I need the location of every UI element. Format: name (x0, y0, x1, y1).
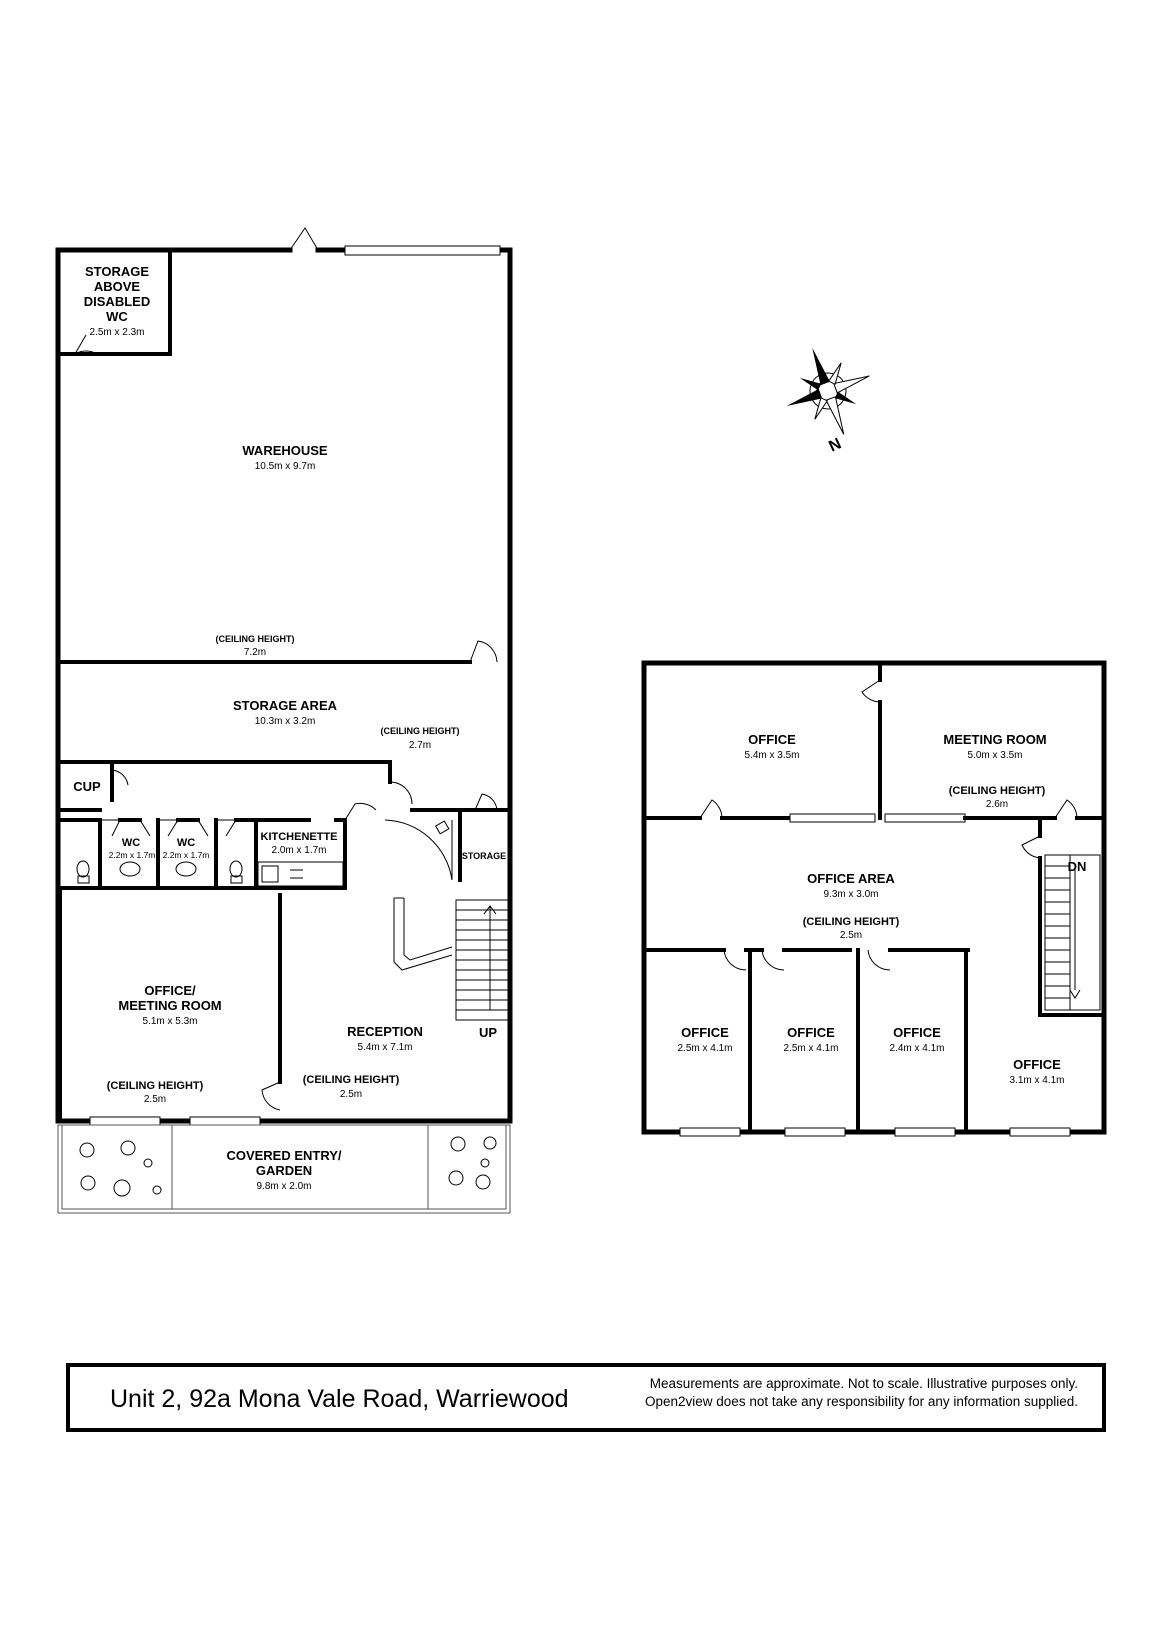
stair-treads (456, 910, 508, 1010)
warehouse-ceiling-label: (CEILING HEIGHT) (215, 634, 295, 644)
first-floor-plan (644, 663, 1104, 1136)
wc-right-dims: 2.2m x 1.7m (162, 850, 210, 860)
stair-treads-upper (1045, 866, 1070, 998)
footer-address: Unit 2, 92a Mona Vale Road, Warriewood (110, 1385, 569, 1413)
office-2-label: OFFICE (787, 1025, 835, 1040)
storage-small-label: STORAGE (461, 851, 507, 861)
meeting-room-ceiling-label: (CEILING HEIGHT) (948, 785, 1046, 797)
office-4-dims: 3.1m x 4.1m (1009, 1075, 1065, 1086)
garden-shrubs-right (449, 1137, 496, 1189)
reception-ceiling-label: (CEILING HEIGHT) (302, 1074, 400, 1086)
reception-label: RECEPTION (347, 1024, 423, 1039)
storage-wc-label-2: ABOVE (93, 279, 141, 294)
warehouse-ceiling-value: 7.2m (243, 647, 267, 658)
garden-shrubs-left (80, 1141, 161, 1196)
office-3-label: OFFICE (893, 1025, 941, 1040)
office-area-dims: 9.3m x 3.0m (823, 889, 879, 900)
office-meeting-label-1: OFFICE/ (144, 983, 196, 998)
office-4-label: OFFICE (1013, 1057, 1061, 1072)
warehouse-dims: 10.5m x 9.7m (254, 461, 316, 472)
kitchenette-label: KITCHENETTE (260, 831, 338, 843)
warehouse-label: WAREHOUSE (242, 443, 328, 458)
compass-rose-icon (771, 333, 885, 450)
storage-area-ceiling-label: (CEILING HEIGHT) (380, 726, 460, 736)
footer-note-1: Measurements are approximate. Not to scale. Illustrative purposes only. (649, 1376, 1078, 1391)
office-3-dims: 2.4m x 4.1m (889, 1043, 945, 1054)
office-top-dims: 5.4m x 3.5m (744, 750, 800, 761)
footer (68, 1365, 1104, 1430)
office-meeting-dims: 5.1m x 5.3m (142, 1016, 198, 1027)
storage-wc-dims: 2.5m x 2.3m (89, 327, 145, 338)
meeting-room-ceiling-value: 2.6m (985, 799, 1009, 810)
reception-dims: 5.4m x 7.1m (357, 1042, 413, 1053)
storage-wc-label-1: STORAGE (84, 264, 150, 279)
office-1-label: OFFICE (681, 1025, 729, 1040)
meeting-room-dims: 5.0m x 3.5m (967, 750, 1023, 761)
stairs-down-label: DN (1067, 859, 1087, 874)
storage-area-label: STORAGE AREA (232, 698, 338, 713)
wc-left-label: WC (121, 837, 141, 849)
office-meeting-ceiling-label: (CEILING HEIGHT) (106, 1080, 204, 1092)
storage-area-dims: 10.3m x 3.2m (254, 716, 316, 727)
office-area-ceiling-value: 2.5m (839, 930, 863, 941)
stairs-up-label: UP (478, 1025, 498, 1040)
office-1-dims: 2.5m x 4.1m (677, 1043, 733, 1054)
covered-entry-label-2: GARDEN (255, 1163, 313, 1178)
storage-wc-label-3: DISABLED (83, 294, 151, 309)
covered-entry-dims: 9.8m x 2.0m (256, 1181, 312, 1192)
storage-wc-label-4: WC (106, 309, 128, 324)
office-area-label: OFFICE AREA (807, 871, 895, 886)
office-area-ceiling-label: (CEILING HEIGHT) (802, 916, 900, 928)
office-2-dims: 2.5m x 4.1m (783, 1043, 839, 1054)
covered-entry-label-1: COVERED ENTRY/ (226, 1148, 342, 1163)
ground-floor-plan (58, 228, 510, 1213)
office-top-label: OFFICE (748, 732, 796, 747)
kitchenette-dims: 2.0m x 1.7m (271, 845, 327, 856)
wc-right-label: WC (176, 837, 196, 849)
footer-note-2: Open2view does not take any responsibility for any information supplied. (645, 1394, 1078, 1409)
office-meeting-ceiling-value: 2.5m (143, 1094, 167, 1105)
storage-area-ceiling-value: 2.7m (408, 740, 432, 751)
meeting-room-label: MEETING ROOM (943, 732, 1047, 747)
wc-left-dims: 2.2m x 1.7m (108, 850, 156, 860)
reception-ceiling-value: 2.5m (339, 1089, 363, 1100)
compass-north-label: N (826, 435, 845, 456)
cup-label: CUP (73, 779, 101, 794)
office-meeting-label-2: MEETING ROOM (118, 998, 222, 1013)
